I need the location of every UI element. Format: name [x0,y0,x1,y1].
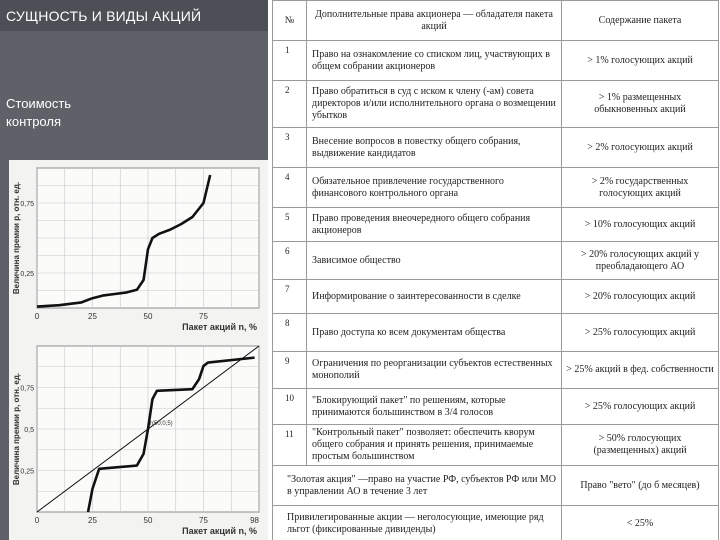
row-package: > 25% голосующих акций [562,314,719,352]
row-package: > 2% голосующих акций [562,128,719,168]
header-package: Содержание пакета [562,1,719,41]
row-rights: Право доступа ко всем документам общества [307,314,562,352]
row-package: > 50% голосующих (размещенных) акций [562,425,719,466]
chart-premium-curve-2 [9,338,268,538]
row-rights: Право на ознакомление со списком лиц, участвующих в общем собрании акционеров [307,41,562,81]
table-row [273,81,719,128]
row-number: 11 [273,425,307,466]
row-rights: Информирование о заинтересованности в сделке [307,280,562,314]
row-rights: Внесение вопросов в повестку общего собрания, выдвижение кандидатов [307,128,562,168]
row-package: > 20% голосующих акций у преобладающего АО [562,242,719,280]
slide-title: СУЩНОСТЬ И ВИДЫ АКЦИЙ [0,0,268,31]
row-package: > 25% голосующих акций [562,389,719,425]
footer-rights: "Золотая акция" —право на участие РФ, субъектов РФ или МО в управлении АО в течение 3 лет [273,466,562,506]
row-rights: Право обратиться в суд с иском к члену (-ам) совета директоров и/или исполнительного органа о возмещении убытков [307,81,562,128]
footer-package: < 25% [562,506,719,540]
rights-table-container [272,0,718,540]
row-rights: Право проведения внеочередного общего собрания акционеров [307,208,562,242]
header-rights: Дополнительные права акционера — обладателя пакета акций [307,1,562,41]
row-package: > 10% голосующих акций [562,208,719,242]
row-rights: "Блокирующий пакет" по решениям, которые принимаются большинством в 3/4 голосов [307,389,562,425]
row-package: > 1% голосующих акций [562,41,719,81]
row-number: 4 [273,168,307,208]
row-package: > 1% размещенных обыкновенных акций [562,81,719,128]
y-tick-label: 0,75 [20,201,34,208]
row-number: 3 [273,128,307,168]
row-rights: Зависимое общество [307,242,562,280]
row-number: 8 [273,314,307,352]
row-number: 10 [273,389,307,425]
header-num: № [273,1,307,41]
row-number: 7 [273,280,307,314]
table-footer-row [273,506,719,540]
table-header-row [273,1,719,41]
y-tick-label: 0,25 [20,468,34,476]
row-number: 1 [273,41,307,81]
row-rights: "Контрольный пакет" позволяет: обеспечить кворум общего собрания и принять решения, принимаемые простым большинством [307,425,562,466]
slide-subtitle: Стоимость контроля [6,96,72,129]
table-row [273,242,719,280]
table-row [273,128,719,168]
y-tick-label: 0,5 [24,427,34,434]
row-package: > 25% акций в фед. собственности [562,352,719,389]
table-row [273,314,719,352]
y-tick-label: 0,25 [20,271,34,278]
row-package: > 2% государственных голосующих акций [562,168,719,208]
x-tick-label: 98 [250,516,260,525]
row-package: > 20% голосующих акций [562,280,719,314]
row-rights: Обязательное привлечение государственного финансового контрольного органа [307,168,562,208]
shareholder-rights-table [272,0,719,540]
x-tick-label: 25 [88,312,97,321]
table-row [273,41,719,81]
chart-annotation: r(50;0,5) [150,421,173,427]
x-tick-label: 75 [199,516,208,525]
x-tick-label: 0 [34,312,40,321]
table-row [273,280,719,314]
x-tick-label: 50 [143,312,153,321]
row-number: 6 [273,242,307,280]
table-row [273,168,719,208]
y-tick-label: 0,75 [20,385,34,393]
table-row [273,389,719,425]
footer-package: Право "вето" (до б месяцев) [562,466,719,506]
row-number: 9 [273,352,307,389]
footer-rights: Привилегированные акции — неголосующие, имеющие ряд льгот (фиксированные дивиденды) [273,506,562,540]
table-body [273,41,719,540]
table-footer-row [273,466,719,506]
y-axis-label: Величина премии p, отн. ед. [12,372,21,486]
y-axis-label: Величина премии p, отн. ед. [12,181,21,295]
row-number: 5 [273,208,307,242]
x-tick-label: 50 [143,516,153,525]
table-row [273,208,719,242]
table-row [273,352,719,389]
table-row [273,425,719,466]
row-number: 2 [273,81,307,128]
x-axis-label: Пакет акций n, % [182,322,257,332]
x-tick-label: 75 [199,312,208,321]
x-tick-label: 25 [88,516,97,525]
chart-premium-curve-1 [9,162,268,332]
row-rights: Ограничения по реорганизации субъектов естественных монополий [307,352,562,389]
x-tick-label: 0 [34,516,40,525]
x-axis-label: Пакет акций n, % [182,526,257,536]
